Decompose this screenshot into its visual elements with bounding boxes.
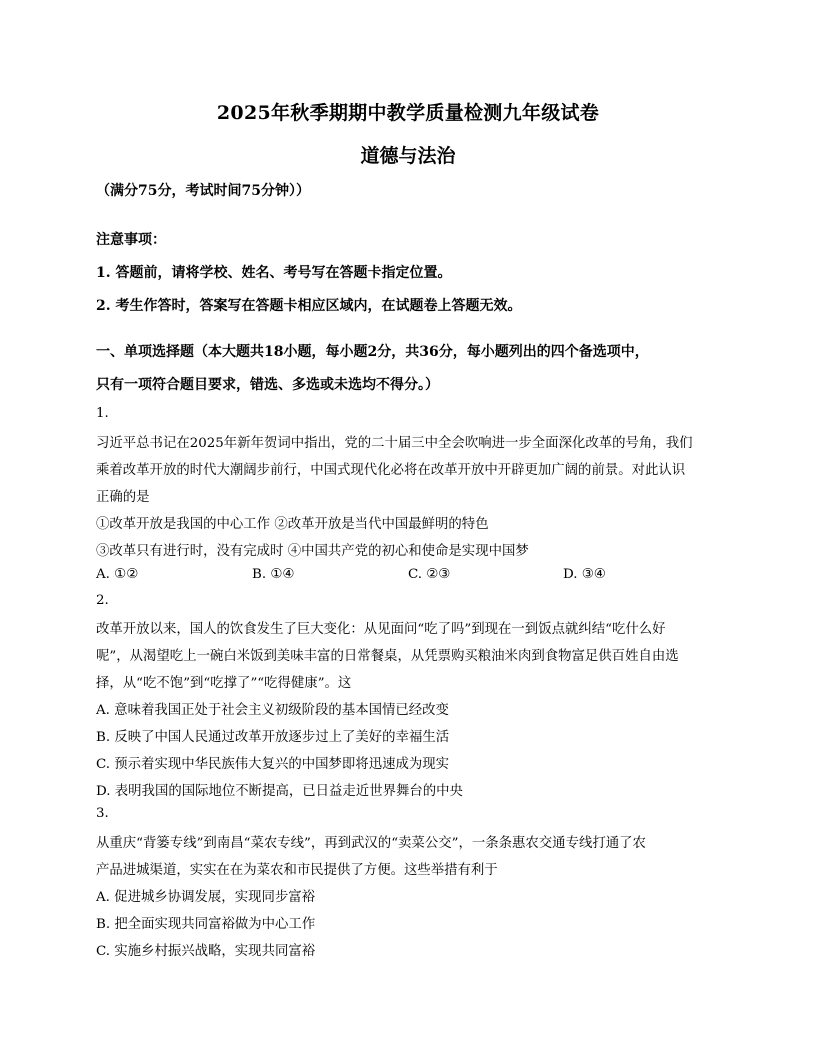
question-stem-line: 习近平总书记在2025年新年贺词中指出，党的二十届三中全会吹响进一步全面深化改革的号角，我们 <box>96 436 693 451</box>
question-stem-line: 乘着改革开放的时代大潮阔步前行，中国式现代化必将在改革开放中开辟更加广阔的前景。对此认识 <box>96 463 686 478</box>
option-c[interactable]: C. ②③ <box>408 567 451 582</box>
exam-title: 2025年秋季期期中教学质量检测九年级试卷 <box>216 102 600 124</box>
question-number: 3. <box>96 806 109 821</box>
section-heading-cont: 只有一项符合题目要求，错选、多选或未选均不得分。） <box>96 377 439 393</box>
option-b[interactable]: B. ①④ <box>252 567 295 582</box>
option-c[interactable]: C. 实施乡村振兴战略，实现共同富裕 <box>96 944 316 959</box>
option-d[interactable]: D. 表明我国的国际地位不断提高，已日益走近世界舞台的中央 <box>96 784 463 799</box>
notes-heading: 注意事项： <box>96 232 166 248</box>
question-stem-line: 正确的是 <box>96 490 150 505</box>
section-heading: 一、单项选择题（本大题共18小题，每小题2分，共36分，每小题列出的四个备选项中， <box>96 344 649 360</box>
question-stem-line: 从重庆“背篓专线”到南昌“菜农专线”，再到武汉的“卖菜公交”，一条条惠农交通专线打通了农 <box>96 836 646 851</box>
option-a[interactable]: A. 意味着我国正处于社会主义初级阶段的基本国情已经改变 <box>96 703 449 718</box>
question-statement: ③改革只有进行时，没有完成时 ④中国共产党的初心和使命是实现中国梦 <box>96 544 529 559</box>
exam-subject: 道德与法治 <box>360 145 456 167</box>
question-number: 1. <box>96 406 109 421</box>
question-number: 2. <box>96 593 109 608</box>
option-c[interactable]: C. 预示着实现中华民族伟大复兴的中国梦即将迅速成为现实 <box>96 757 450 772</box>
question-stem-line: 呢”，从渴望吃上一碗白米饭到美味丰富的日常餐桌，从凭票购买粮油米肉到食物富足供百姓自由选 <box>96 649 679 664</box>
option-a[interactable]: A. 促进城乡协调发展，实现同步富裕 <box>96 890 316 905</box>
option-a[interactable]: A. ①② <box>96 567 139 582</box>
exam-info: （满分75分，考试时间75分钟）） <box>96 183 310 199</box>
note-item: 2. 考生作答时，答案写在答题卡相应区域内，在试题卷上答题无效。 <box>96 298 522 314</box>
note-item: 1. 答题前，请将学校、姓名、考号写在答题卡指定位置。 <box>96 265 452 281</box>
option-b[interactable]: B. 反映了中国人民通过改革开放逐步过上了美好的幸福生活 <box>96 730 450 745</box>
question-statement: ①改革开放是我国的中心工作 ②改革开放是当代中国最鲜明的特色 <box>96 517 489 532</box>
option-d[interactable]: D. ③④ <box>563 567 606 582</box>
question-stem-line: 择，从“吃不饱”到“吃撑了”“吃得健康”。这 <box>96 676 352 691</box>
question-stem-line: 改革开放以来，国人的饮食发生了巨大变化：从见面问“吃了吗”到现在一到饭点就纠结“吃什么好 <box>96 622 666 637</box>
option-b[interactable]: B. 把全面实现共同富裕做为中心工作 <box>96 917 316 932</box>
question-stem-line: 产品进城渠道，实实在在为菜农和市民提供了方便。这些举措有利于 <box>96 863 498 878</box>
